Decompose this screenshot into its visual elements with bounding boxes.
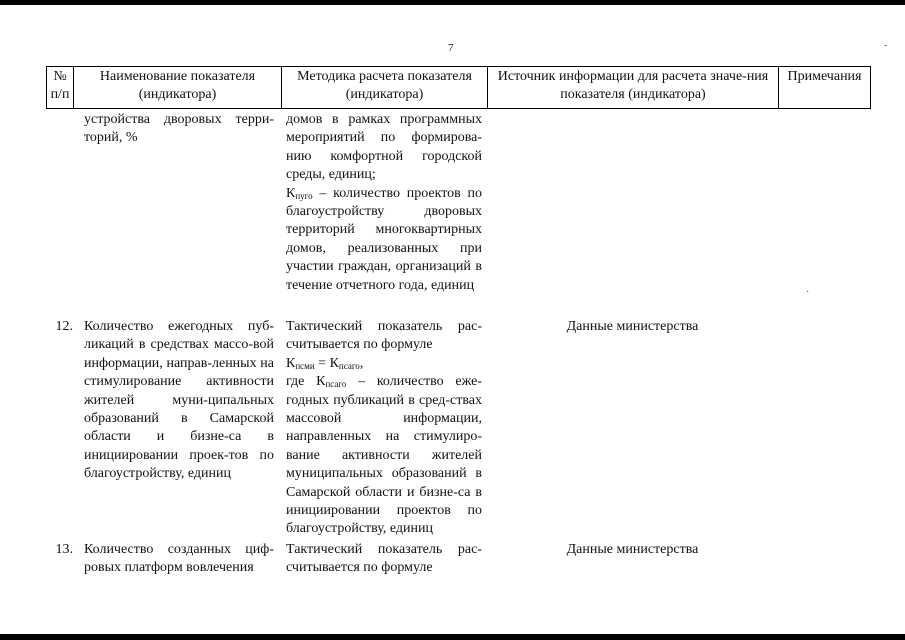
method-text: – количество проектов по благоустройству дворовых территорий многоквартирных домов, реализованных при участии граждан, организаций в течение отчетного года, единиц (286, 185, 482, 293)
header-number: № п/п (47, 67, 74, 109)
top-scan-border (0, 0, 905, 5)
row-12-calc-method (286, 318, 482, 539)
row-cont-indicator-name: устройства дворовых терри-торий, % (84, 112, 274, 146)
method-intro: Тактический показатель рас-считывается по формуле (286, 319, 482, 353)
bottom-scan-border (0, 634, 905, 640)
row-12-indicator-name: Количество ежегодных пуб-ликаций в средствах массо-вой информации, направ-ленных на стимулирование активности жителей муни-ципальных образований в Самарской области и бизне-са в инициировании проек-тов по благоустройству, единиц (84, 319, 274, 482)
variable-subscript: псаго (325, 379, 347, 390)
header-indicator-name: Наименование показателя (индикатора) (74, 67, 282, 109)
indicator-table-header (46, 66, 871, 109)
stray-mark: - (884, 40, 888, 51)
row-cont-calc-method (286, 111, 482, 295)
where-description: – количество еже-годных публикаций в сред-ствах массовой информации, направленных на стимулиро-вание активности жителей муниципальных образований в Самарской области и бизне-са в инициировании проектов по благоустройству, единиц (286, 374, 482, 537)
where-clause: где К (286, 374, 326, 390)
method-text: домов в рамках программных мероприятий по формирова-нию комфортной городской среды, единиц; (286, 112, 482, 183)
row-13-number: 13. (55, 542, 73, 557)
row-12-number: 12. (55, 319, 73, 334)
formula: $К_{псми} = К_{псаго}$, (286, 355, 364, 371)
page-number: 7 (448, 42, 454, 54)
row-13-indicator-name: Количество созданных циф-ровых платформ вовлечения (84, 542, 274, 576)
row-13-calc-method: Тактический показатель рас-считывается по формуле (286, 542, 482, 576)
variable-subscript: пуго (295, 190, 313, 201)
header-calc-method: Методика расчета показателя (индикатора) (282, 67, 488, 109)
row-13-info-source: Данные министерства (566, 542, 699, 557)
header-info-source: Источник информации для расчета значе-ния показателя (индикатора) (488, 67, 779, 109)
header-notes: Примечания (779, 67, 871, 109)
stray-mark: · (806, 287, 810, 298)
variable-k: К (286, 185, 296, 201)
row-12-info-source: Данные министерства (566, 319, 699, 334)
